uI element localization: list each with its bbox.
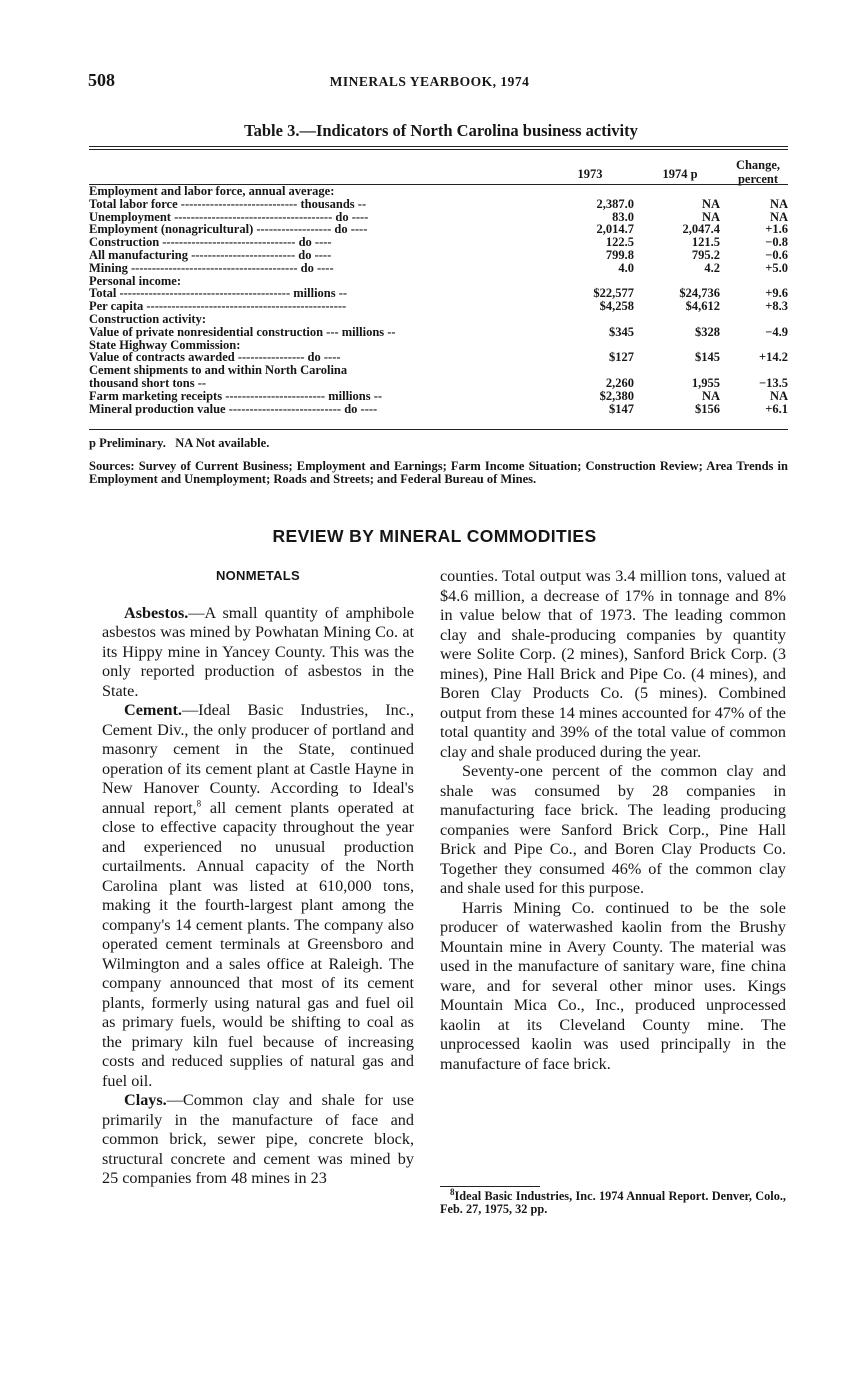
table-row: [89, 262, 788, 275]
cell-1974: [634, 313, 720, 326]
row-label: Total labor force ---------------------------- thousands --: [89, 196, 367, 211]
asbestos-lead: Asbestos.: [124, 603, 189, 622]
cell-1973: $22,577: [593, 286, 634, 301]
cell-1974: $24,736: [679, 286, 720, 301]
row-label: Per capita ------------------------------------------------: [89, 299, 347, 314]
right-column: [440, 567, 786, 1074]
clays-text: —Common clay and shale for use primarily in the manufacture of face and common brick, sewer pipe, concrete block, structural concrete and cement was mined by 25 companies from 48 mines in 23: [102, 1091, 414, 1187]
table-row: [89, 390, 788, 403]
cell-change: +6.1: [765, 401, 788, 416]
row-label: Construction -------------------------------- do ----: [89, 235, 332, 250]
cell-1973: 4.0: [618, 260, 634, 275]
row-label: Cement shipments to and within North Carolina: [89, 363, 348, 378]
cell-change: −0.8: [765, 235, 788, 250]
row-label: Mineral production value --------------------------- do ----: [89, 401, 378, 416]
table-notes: [89, 436, 788, 451]
cement-text-a: —Ideal Basic Industries, Inc., Cement Div., the only producer of portland and masonry cement in the State, continued operation of its cement plant at Castle Hayne in New Hanover County. According to Ideal's annual report,: [102, 701, 414, 817]
cell-1974: NA: [701, 196, 720, 211]
cell-1973: 2,260: [605, 375, 634, 390]
note-preliminary: p Preliminary.: [89, 436, 166, 450]
page-number: 508: [88, 70, 115, 90]
footnote-rule: [440, 1186, 540, 1187]
cell-1974: 121.5: [691, 235, 720, 250]
clays-lead: Clays.: [124, 1091, 167, 1109]
col-1973: 1973: [577, 167, 603, 181]
cell-1974: NA: [701, 209, 720, 224]
cell-change: +1.6: [765, 222, 788, 237]
cell-1974: 795.2: [691, 247, 720, 262]
row-label: Value of private nonresidential construction --- millions --: [89, 324, 396, 339]
col-change-line2: percent: [737, 172, 779, 186]
cell-1973: 2,387.0: [596, 196, 634, 211]
cell-1973: 799.8: [605, 247, 634, 262]
table-title: Table 3.—Indicators of North Carolina business activity: [244, 121, 638, 140]
cell-1973: 83.0: [612, 209, 634, 224]
kaolin-paragraph: Harris Mining Co. continued to be the sole producer of waterwashed kaolin from the Brushy Mountain mine in Avery County. The material was used in the manufacture of sanitary ware, fine china ware, and for several other minor uses. Kings Mountain Mica Co., Inc., produced unprocessed kaolin at its Cleveland County mine. The unprocessed kaolin was used principally in the manufacture of face brick.: [440, 898, 786, 1073]
cell-change: NA: [769, 388, 788, 403]
table-row: [89, 313, 788, 326]
cell-change: +5.0: [765, 260, 788, 275]
cement-lead: Cement.: [124, 701, 182, 719]
row-label: Mining ---------------------------------------- do ----: [89, 260, 334, 275]
note-na: NA Not available.: [175, 436, 270, 450]
section-heading: REVIEW BY MINERAL COMMODITIES: [272, 526, 597, 546]
cell-change: −0.6: [765, 247, 788, 262]
cell-1974: $4,612: [685, 299, 720, 314]
cell-1973: 2,014.7: [596, 222, 634, 237]
cell-1973: $4,258: [599, 299, 634, 314]
table-top-rule: [89, 146, 788, 147]
row-label: State Highway Commission:: [89, 337, 241, 352]
table-bottom-rule: [89, 429, 788, 430]
cell-change: NA: [769, 196, 788, 211]
row-label: Unemployment -------------------------------------- do ----: [89, 209, 369, 224]
table-row: [89, 377, 788, 390]
cell-1973: $147: [609, 401, 634, 416]
clays-continued-paragraph: counties. Total output was 3.4 million tons, valued at $4.6 million, a decrease of 17% in tonnage and 8% in value below that of 1973. The leading common clay and shale-producing companies by quantity were Solite Corp. (2 mines), Sanford Brick Corp. (3 mines), Pine Hall Brick and Pipe Co. (4 mines), and Boren Clay Products Co. (5 mines). Combined output from these 14 mines accounted for 47% of the total quantity and 39% of the total value of common clay and shale produced during the year.: [440, 567, 786, 761]
cell-1974: 4.2: [704, 260, 720, 275]
table-row: [89, 185, 788, 198]
table-top-rule-2: [89, 149, 788, 150]
row-label: Employment (nonagricultural) ------------------ do ----: [89, 222, 368, 237]
table-row: [89, 198, 788, 211]
cell-1973: 122.5: [605, 235, 634, 250]
row-label: thousand short tons --: [89, 375, 207, 390]
row-label: Total ----------------------------------------- millions --: [89, 286, 348, 301]
face-brick-paragraph: Seventy-one percent of the common clay and shale was consumed by 28 companies in manufacturing face brick. The leading producing companies were Sanford Brick Corp., Pine Hall Brick and Pipe Co., and Boren Clay Products Co. Together they consumed 46% of the common clay and shale used for this purpose.: [440, 762, 786, 897]
cell-change: +9.6: [765, 286, 788, 301]
row-label: Personal income:: [89, 273, 181, 288]
row-label: All manufacturing ------------------------- do ----: [89, 247, 332, 262]
cell-1974: 1,955: [691, 375, 720, 390]
cell-1974: $328: [695, 324, 720, 339]
cell-1973: $127: [609, 350, 634, 365]
footnote: [440, 1186, 786, 1216]
cell-1973: $2,380: [599, 388, 634, 403]
cell-change: NA: [769, 209, 788, 224]
indicators-table: [89, 185, 788, 415]
cell-change: +14.2: [759, 350, 788, 365]
nonmetals-heading: NONMETALS: [215, 568, 301, 583]
cell-1974: 2,047.4: [682, 222, 720, 237]
footnote-ref: 8: [196, 798, 202, 809]
left-column: [102, 566, 414, 1189]
table-row: [89, 326, 788, 339]
cell-1974: [634, 185, 720, 198]
cell-change: [720, 313, 788, 326]
running-title: MINERALS YEARBOOK, 1974: [329, 74, 530, 89]
cell-change: −13.5: [759, 375, 788, 390]
cell-1974: NA: [701, 388, 720, 403]
cell-1974: $156: [695, 401, 720, 416]
table-row: [89, 403, 788, 416]
footnote-marker: 8: [450, 1186, 455, 1197]
cement-paragraph: [102, 701, 414, 1091]
asbestos-text: —A small quantity of amphibole asbestos was mined by Powhatan Mining Co. at its Hippy mine in Yancey County. This was the only reported production of asbestos in the State.: [102, 603, 414, 700]
row-label: Employment and labor force, annual average:: [89, 184, 335, 198]
col-change: [725, 158, 791, 186]
row-label: Value of contracts awarded ---------------- do ----: [89, 350, 341, 365]
cement-text-b: all cement plants operated at close to effective capacity throughout the year and experienced no unusual production curtailments. Annual capacity of the North Carolina plant was listed at 610,000 tons, making it the fourth-largest plant among the company's 14 cement plants. The company also operated cement terminals at Greensboro and Wilmington and a sales office at Raleigh. The company announced that most of its cement plants, formerly using natural gas and fuel oil as primary fuels, would be shifting to coal as the primary kiln fuel because of increasing costs and reduced supplies of natural gas and fuel oil.: [102, 798, 414, 1090]
cell-change: −4.9: [765, 324, 788, 339]
cell-change: +8.3: [765, 299, 788, 314]
row-label: Construction activity:: [89, 311, 206, 326]
col-change-line1: Change,: [735, 158, 781, 172]
cell-change: [720, 185, 788, 198]
table-sources: Sources: Survey of Current Business; Employment and Earnings; Farm Income Situation; Construction Review; Area Trends in Employment and Unemployment; Roads and Streets; and Federal Bureau of Mines.: [89, 459, 788, 486]
footnote-text: Ideal Basic Industries, Inc. 1974 Annual Report. Denver, Colo., Feb. 27, 1975, 32 pp.: [440, 1189, 786, 1216]
cell-1973: [544, 185, 634, 198]
table-row: [89, 249, 788, 262]
asbestos-paragraph: [102, 604, 414, 702]
cell-1973: [544, 313, 634, 326]
clays-paragraph: [102, 1091, 414, 1189]
row-label: Farm marketing receipts ------------------------ millions --: [89, 388, 383, 403]
cell-1973: $345: [609, 324, 634, 339]
col-1974: 1974 p: [662, 167, 698, 181]
cell-1974: $145: [695, 350, 720, 365]
